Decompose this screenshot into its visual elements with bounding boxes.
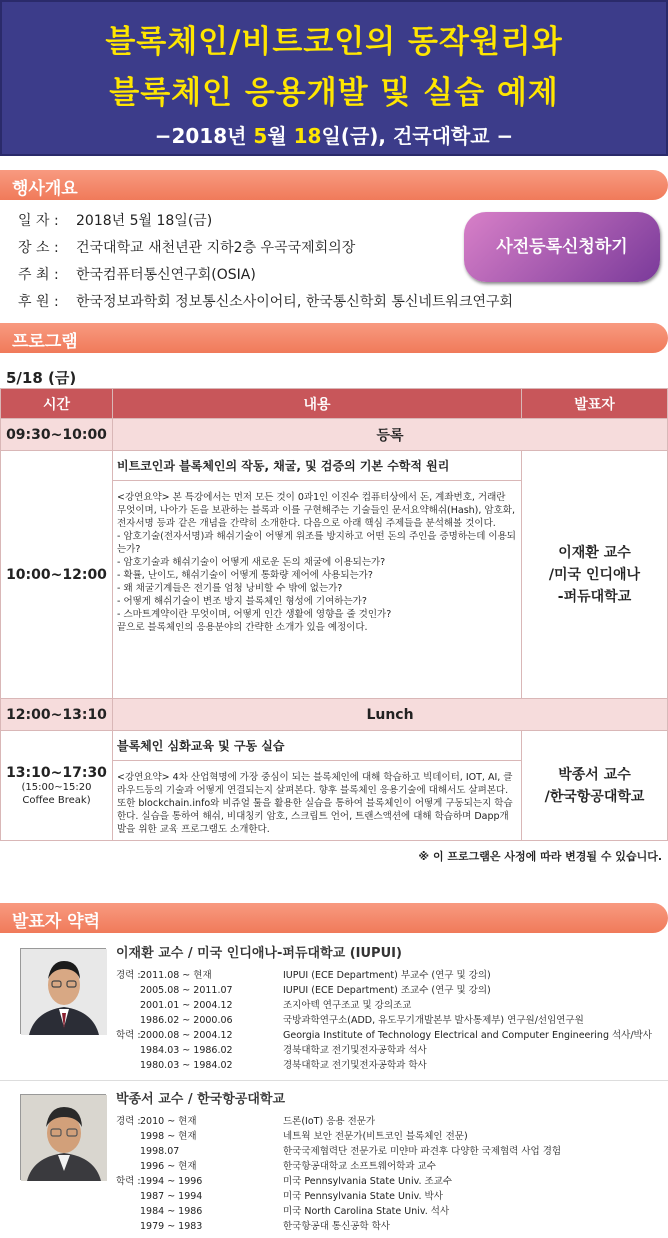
session-1-abstract bbox=[113, 481, 521, 638]
date-mid: 월 bbox=[267, 124, 294, 148]
bio-item: 경력 :2011.08 ~ 현재 IUPUI (ECE Department) 부교수 (연구 및 강의) bbox=[116, 970, 491, 981]
col-header-presenter: 발표자 bbox=[522, 389, 668, 419]
presenter-line: 이재환 교수 bbox=[558, 544, 631, 561]
abstract-line: <강연요약> 본 특강에서는 먼저 모든 것이 0과1인 이진수 컴퓨터상에서 돈, 계좌번호, 거래란 무엇이며, 나아가 돈을 보관하는 블록과 이를 구현해주는 기술들인 문서요약해쉬(Hash), 암호화, 전자서명 등과 같은 개념을 간략히 소개한다. 다음으로 아래 핵심 주제들을 분석해볼 것이다. bbox=[117, 492, 515, 529]
info-label: 장 소 : bbox=[18, 240, 59, 256]
banner-title-line1: 블록체인/비트코인의 동작원리와 bbox=[105, 24, 563, 60]
info-row-host bbox=[18, 262, 488, 289]
banner-title-line2: 블록체인 응용개발 및 실습 예제 bbox=[109, 75, 559, 111]
bio-item: 1998 ~ 현재 네트웍 보안 전문가(비트코인 블록체인 전문) bbox=[140, 1131, 468, 1142]
abstract-line: - 스마트계약이란 무엇이며, 어떻게 인간 생활에 영향을 줄 것인가? bbox=[117, 609, 392, 620]
abstract-line: - 암호기술(전자서명)과 해쉬기술이 어떻게 위조를 방지하고 어떤 돈의 주인을 증명하는데 이용되는가? bbox=[117, 531, 516, 555]
bio-item: 1996 ~ 현재 한국항공대학교 소프트웨어학과 교수 bbox=[140, 1161, 436, 1172]
coffee-break-label: Coffee Break) bbox=[22, 794, 91, 806]
session-2-time: 13:10~17:30 bbox=[6, 764, 107, 781]
session-1-presenter bbox=[522, 451, 668, 699]
row-session-1 bbox=[1, 451, 668, 699]
registration-label: 등록 bbox=[113, 419, 668, 451]
person-photo-icon bbox=[21, 949, 107, 1035]
pre-registration-button[interactable]: 사전등록신청하기 bbox=[464, 212, 660, 282]
bio-item: 1979 ~ 1983 한국항공대 통신공학 학사 bbox=[140, 1221, 390, 1232]
bio-item: 2001.01 ~ 2004.12 조지아텍 연구조교 및 강의조교 bbox=[140, 1000, 412, 1011]
presenter-name: 박종서 교수 / 한국항공대학교 bbox=[116, 1092, 286, 1107]
abstract-line: - 어떻게 해쉬기술이 변조 방지 블록체인 형성에 기여하는가? bbox=[117, 596, 367, 607]
section-header-bios bbox=[0, 903, 668, 933]
section-title: 행사개요 bbox=[12, 179, 78, 199]
bio-item: 1986.02 ~ 2000.06 국방과학연구소(ADD, 유도무기개발본부 발사통제부) 연구원/선임연구원 bbox=[140, 1015, 584, 1026]
date-prefix: −2018년 bbox=[154, 124, 254, 148]
info-value: 한국정보과학회 정보통신소사이어티, 한국통신학회 통신네트워크연구회 bbox=[76, 294, 514, 310]
time-cell: 10:00~12:00 bbox=[1, 451, 113, 699]
section-header-overview bbox=[0, 170, 668, 200]
info-row-sponsor bbox=[18, 289, 514, 316]
bio-item: 1980.03 ~ 1984.02 경북대학교 전기및전자공학과 학사 bbox=[140, 1060, 427, 1071]
time-cell: 12:00~13:10 bbox=[1, 699, 113, 731]
col-header-content: 내용 bbox=[113, 389, 522, 419]
row-lunch bbox=[1, 699, 668, 731]
presenter-line: /미국 인디애나 bbox=[548, 566, 641, 583]
abstract-line: - 암호기술과 해쉬기술이 어떻게 새로운 돈의 채굴에 이용되는가? bbox=[117, 557, 386, 568]
abstract-line: - 확률, 난이도, 해쉬기술이 어떻게 통화량 제어에 사용되는가? bbox=[117, 570, 373, 581]
presenter-photo bbox=[20, 1094, 106, 1180]
session-1-title: 비트코인과 블록체인의 작동, 채굴, 및 검증의 기본 수학적 원리 bbox=[113, 451, 521, 481]
session-2-content bbox=[113, 731, 522, 841]
section-title: 발표자 약력 bbox=[12, 912, 101, 932]
info-row-date bbox=[18, 208, 488, 235]
abstract-line: 끝으로 블록체인의 응용분야의 간략한 소개가 있을 예정이다. bbox=[117, 622, 368, 633]
section-header-program bbox=[0, 323, 668, 353]
session-2-presenter bbox=[522, 731, 668, 841]
lunch-label: Lunch bbox=[113, 699, 668, 731]
bio-item: 2005.08 ~ 2011.07 IUPUI (ECE Department) 조교수 (연구 및 강의) bbox=[140, 985, 491, 996]
bio-divider bbox=[0, 1080, 668, 1081]
event-banner bbox=[0, 0, 668, 156]
row-registration bbox=[1, 419, 668, 451]
session-1-content bbox=[113, 451, 522, 699]
info-value: 2018년 5월 18일(금) bbox=[76, 213, 213, 229]
date-suffix: 일(금), 건국대학교 − bbox=[321, 124, 514, 148]
coffee-break-time: (15:00~15:20 bbox=[21, 781, 92, 793]
bio-item: 1984 ~ 1986 미국 North Carolina State Univ. 석사 bbox=[140, 1206, 450, 1217]
time-cell bbox=[1, 731, 113, 841]
session-2-title: 블록체인 심화교육 및 구동 실습 bbox=[113, 731, 521, 761]
info-row-venue bbox=[18, 235, 488, 262]
info-label: 후 원 : bbox=[18, 294, 59, 310]
date-month: 5 bbox=[253, 124, 268, 148]
presenter-line: 박종서 교수 bbox=[558, 766, 631, 783]
info-label: 일 자 : bbox=[18, 213, 59, 229]
presenter-photo bbox=[20, 948, 106, 1034]
info-value: 건국대학교 새천년관 지하2층 우곡국제회의장 bbox=[76, 240, 356, 256]
info-label: 주 최 : bbox=[18, 267, 59, 283]
program-date: 5/18 (금) bbox=[6, 369, 77, 387]
section-title: 프로그램 bbox=[12, 332, 78, 352]
bio-item: 1984.03 ~ 1986.02 경북대학교 전기및전자공학과 석사 bbox=[140, 1045, 427, 1056]
info-value: 한국컴퓨터통신연구회(OSIA) bbox=[76, 267, 256, 283]
presenter-name: 이재환 교수 / 미국 인디애나-퍼듀대학교 (IUPUI) bbox=[116, 946, 402, 961]
time-cell: 09:30~10:00 bbox=[1, 419, 113, 451]
overview-info bbox=[18, 208, 514, 316]
bio-item: 학력 :2000.08 ~ 2004.12 Georgia Institute of Technology Electrical and Computer Engineering 석사/박사 bbox=[116, 1030, 652, 1041]
program-change-note: ※ 이 프로그램은 사정에 따라 변경될 수 있습니다. bbox=[418, 850, 662, 863]
presenter-line: -퍼듀대학교 bbox=[557, 588, 632, 605]
bio-item: 1998.07 한국국제협력단 전문가로 미얀마 파견후 다양한 국제협력 사업 경험 bbox=[140, 1146, 562, 1157]
abstract-line: - 왜 채굴기계들은 전기를 엄청 낭비할 수 밖에 없는가? bbox=[117, 583, 343, 594]
date-day: 18 bbox=[293, 124, 322, 148]
bio-item: 경력 :2010 ~ 현재 드론(IoT) 응용 전문가 bbox=[116, 1116, 376, 1127]
presenter-line: /한국항공대학교 bbox=[544, 788, 645, 805]
col-header-time: 시간 bbox=[1, 389, 113, 419]
bio-item: 1987 ~ 1994 미국 Pennsylvania State Univ. 박사 bbox=[140, 1191, 443, 1202]
program-table bbox=[0, 388, 668, 841]
banner-date-venue bbox=[2, 120, 666, 149]
session-2-abstract: <강연요약> 4차 산업혁명에 가장 중심이 되는 블록체인에 대해 학습하고 빅데이터, IOT, AI, 클라우드등의 기술과 어떻게 연결되는지 살펴본다. 향후 블록체인 응용기술에 대해서도 살펴본다. 또한 blockchain.info와 비쥬얼 툴을 활용한 실습을 통하여 블록체인이 어떻게 구동되는지 학습한다. 실습을 통하여 해쉬, 비대칭키 암호, 스크립트 언어, 트랜스액션에 대해 학습하며 Dapp개발을 위한 교육 프로그램도 소개한다. bbox=[117, 772, 513, 835]
row-session-2 bbox=[1, 731, 668, 841]
person-photo-icon bbox=[21, 1095, 107, 1181]
bio-item: 학력 :1994 ~ 1996 미국 Pennsylvania State Univ. 조교수 bbox=[116, 1176, 453, 1187]
table-header-row bbox=[1, 389, 668, 419]
